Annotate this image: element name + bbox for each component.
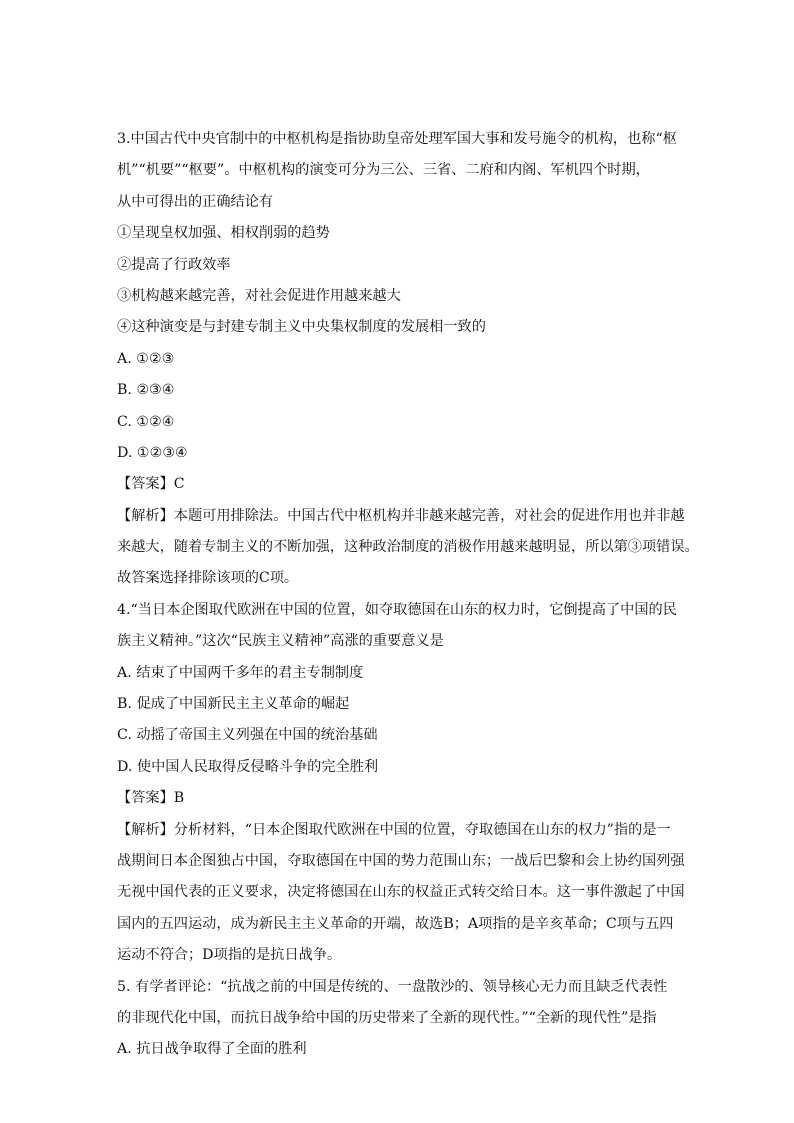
q4-answer: 【答案】B [117,790,185,807]
q3-statement-3: ③机构越来越完善，对社会促进作用越来越大 [117,287,401,304]
q4-stem-line-2: 族主义精神。”这次“民族主义精神”高涨的重要意义是 [117,633,444,650]
q3-stem-line-2: 机”“机要”“枢要”。中枢机构的演变可分为三公、三省、二府和内阁、军机四个时期， [117,162,650,179]
q3-explanation-line-1: 【解析】本题可用排除法。中国古代中枢机构并非越来越完善，对社会的促进作用也并非越 [117,507,685,524]
q3-statement-2: ②提高了行政效率 [117,256,231,273]
q3-explanation-line-3: 故答案选择排除该项的C项。 [117,570,299,587]
q4-stem-line-1: 4.“当日本企图取代欧洲在中国的位置，如夺取德国在山东的权力时，它倒提高了中国的民 [117,601,677,618]
q5-option-a: A. 抗日战争取得了全面的胜利 [117,1041,307,1058]
q4-option-c: C. 动摇了帝国主义列强在中国的统治基础 [117,727,378,744]
q3-stem-line-3: 从中可得出的正确结论有 [117,193,274,210]
q3-statement-1: ①呈现皇权加强、相权削弱的趋势 [117,225,330,242]
q4-explanation-line-4: 国内的五四运动，成为新民主主义革命的开端，故选B；A项指的是辛亥革命；C项与五四 [117,915,674,932]
q3-statement-4: ④这种演变是与封建专制主义中央集权制度的发展相一致的 [117,319,486,336]
q4-option-d: D. 使中国人民取得反侵略斗争的完全胜利 [117,758,379,775]
q3-option-c: C. ①②④ [117,413,175,430]
q4-explanation-line-2: 战期间日本企图独占中国，夺取德国在中国的势力范围山东；一战后巴黎和会上协约国列强 [117,852,685,869]
q3-explanation-line-2: 来越大，随着专制主义的不断加强，这种政治制度的消极作用越来越明显，所以第③项错误。 [117,539,699,556]
q4-explanation-line-5: 运动不符合；D项指的是抗日战争。 [117,947,342,964]
q3-option-b: B. ②③④ [117,382,175,399]
q3-option-a: A. ①②③ [117,350,175,367]
q5-stem-line-2: 的非现代化中国，而抗日战争给中国的历史带来了全新的现代性。”“全新的现代性”是指 [117,1009,657,1026]
q4-option-a: A. 结束了中国两千多年的君主专制制度 [117,664,364,681]
q3-stem-line-1: 3.中国古代中央官制中的中枢机构是指协助皇帝处理军国大事和发号施令的机构，也称“枢 [117,131,677,147]
q4-explanation-line-1: 【解析】分析材料，“日本企图取代欧洲在中国的位置，夺取德国在山东的权力”指的是一 [117,821,671,838]
q5-stem-line-1: 5. 有学者评论：“抗战之前的中国是传统的、一盘散沙的、领导核心无力而且缺乏代表性 [117,978,668,995]
q3-answer: 【答案】C [117,476,185,493]
q4-explanation-line-3: 无视中国代表的正义要求，决定将德国在山东的权益正式转交给日本。这一事件激起了中国 [117,884,685,901]
q3-option-d: D. ①②③④ [117,444,188,461]
q4-option-b: B. 促成了中国新民主主义革命的崛起 [117,696,350,713]
document-page [117,124,697,1066]
